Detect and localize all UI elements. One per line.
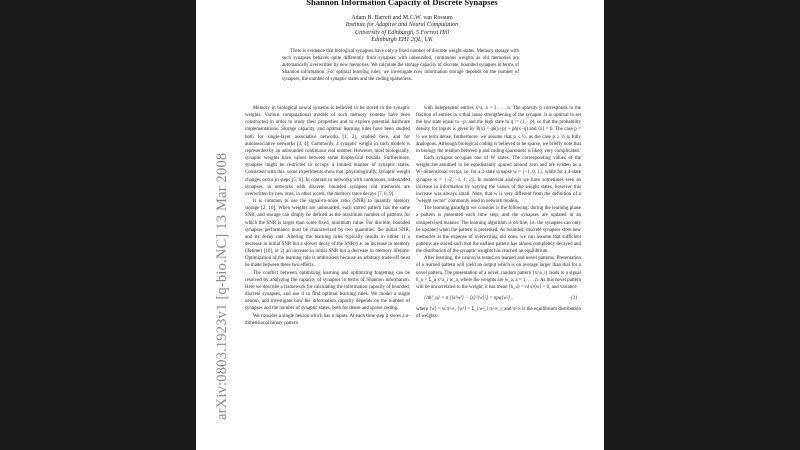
author-names: Adam B. Barrett and M.C.W. van Rossum xyxy=(351,15,453,21)
body-paragraph: We consider a single neuron which has n inputs. At each time step it stores a n-dimensional binary pattern xyxy=(245,313,410,326)
body-paragraph: with independent entries x^a, a = 1 . . . n. The sparsity p corresponds to the fraction of entries in x that cause strengthening of the synapse. It is optimal to set the low state equal to −p, and the high state to q := (1 − p), so that the probability density for inputs is given by P(x) = qδ(x+p) + pδ(x−q) and ⟨x⟩ = 0. The case p = ½ we term dense, furthermore, we assume that p ≤ ½, as the case p ≥ ½ is fully analogous. Although biological coding is believed to be sparse, we briefly note that in biology the relation between p and coding sparseness is likely very complicated. xyxy=(416,106,581,154)
abstract: There is evidence that biological synapses have only a fixed number of discrete weight states. Memory storage with such synapses behaves quite differently from synapses with unbounded, continuous weights as old memories are automatically overwritten by new memories. We calculate the storage capacity of discrete, bounded synapses in terms of Shannon information. For optimal learning rules, we investigate how information storage depends on the number of synapses, the number of synaptic states and the coding sparseness. xyxy=(282,49,519,82)
affiliation-line: Institute for Adaptive and Neural Computation xyxy=(345,22,459,29)
affiliation-line: University of Edinburgh, 5 Forrest Hill xyxy=(354,29,450,36)
arxiv-stamp[interactable]: arXiv:0803.1923v1 [q-bio.NC] 13 Mar 2008 xyxy=(214,152,230,420)
body-paragraph: Each synapse occupies one of W states. The corresponding values of the weight are assumed to be equidistantly spaced around zero and are written as a W−dimensional vector, i.e. for a 3-state synapse w = {−1, 0, 1}, while for a 4-state synapse w = {−2, −1, 1, 2}. In numerical analysis we have sometimes seen an increase in information by varying the values of the weight states, however this increase was always small. Note, that w is very different from the definition of a "weight vector" commonly used in network models. xyxy=(416,156,581,205)
body-paragraph: The conflict between optimizing learning and optimizing forgetting can be resolved by analyzing the capacity of synapses in terms of Shannon information. Here we describe a framework for calculating the information capacity of bounded, discrete synapses, and use it to find optimal learning rules. We model a single neuron, and investigate how the information capacity depends on the number of synapses and the number of synaptic states, both for dense and sparse coding. xyxy=(245,270,410,312)
body-paragraph: After learning, the neuron is tested on learned and novel patterns. Presentation of a learned pattern will yield an output which is on average larger than that for a novel pattern. The presentation of a novel, random pattern {x^a_i} leads to a signal h_u = Σ_a x^a_i w_a, where the weights are w_a, a = 1, . . . n. As this novel pattern will be uncorrelated to the weight, it has mean ⟨h_u⟩ = n⟨x⟩⟨w⟩ = 0, and variance xyxy=(416,256,581,290)
body-paragraph: It is common to use the signal-to-noise ratio (SNR) to quantify memory storage [2, 10]. When weights are unbounded, each stored pattern has the same SNR, and storage can simply be defined as the maximum number of patterns for which the SNR is larger than some fixed, minimum value. For discrete, bounded synapses performance must be characterized by two quantities: the initial SNR, and its decay rate. Altering the learning rules typically results in either 1) a decrease in initial SNR but a slower decay of the SNR (i.e. an increase in memory lifetime) [10], or 2) an increase in initial SNR but a decrease in memory lifetime. Optimization of the learning rule is ambivalent because an arbitrary trade-off must be made between these two effects. xyxy=(245,199,410,269)
body-paragraph: where ⟨w⟩ = w.π^∞, ⟨w²⟩ = Σ_i w²_i π^∞_i, and π^∞ is the equilibrium distribution of weights. xyxy=(416,307,581,320)
equation xyxy=(424,295,581,302)
right-column xyxy=(416,105,581,450)
body-paragraph: The learning paradigm we consider is the following: during the learning phase a pattern is presented each time step, and the synapses are updated in an unsupervised manner. The learning algorithm is on-line, i.e. the synapses can only be updated when the pattern is presented. As bounded, discrete synapses store new memories at the expense of overwriting old ones, we can assume that sufficient patterns are stored such that the earliest pattern has almost completely decayed and the distribution of the synaptic weights has reached an equilibrium. xyxy=(416,206,581,255)
equation-number: (1) xyxy=(571,296,577,302)
equation-body: ⟨Δh²_u⟩ = n [⟨x²w²⟩ − ⟨x⟩²⟨w⟩²] = npq⟨w²⟩ , xyxy=(424,296,513,302)
author-block xyxy=(252,15,552,45)
body-paragraph: Memory in biological neural systems is believed to be stored in the synaptic weights. Various computational models of such memory systems have been constructed in order to study their properties and to explore potential hardware implementations. Storage capacity, and optimal learning rules have been studied both for single-layer associative networks [1, 2], studied here, and for autoassociative networks [3, 4]. Commonly, a synaptic weight in such models is represented by an unbounded continuous real number. However, most biologically, synaptic weights have values between some biophysical bounds. Furthermore, synapses might be restricted to occupy a limited number of synaptic states. Consistent with this, some experiments show that, physiologically, synaptic weight changes occur in steps [5, 6]. In contrast to networks with continuous, unbounded synapses, in networks with discrete, bounded synapses old memories are overwritten by new ones, in other words, the memory trace decays [7, 8, 9]. xyxy=(245,106,410,197)
left-column xyxy=(245,105,410,450)
affiliation-line: Edinburgh EH1 2QL, UK xyxy=(371,37,433,44)
paper-title: Shannon Information Capacity of Discrete Synapses xyxy=(306,0,498,7)
